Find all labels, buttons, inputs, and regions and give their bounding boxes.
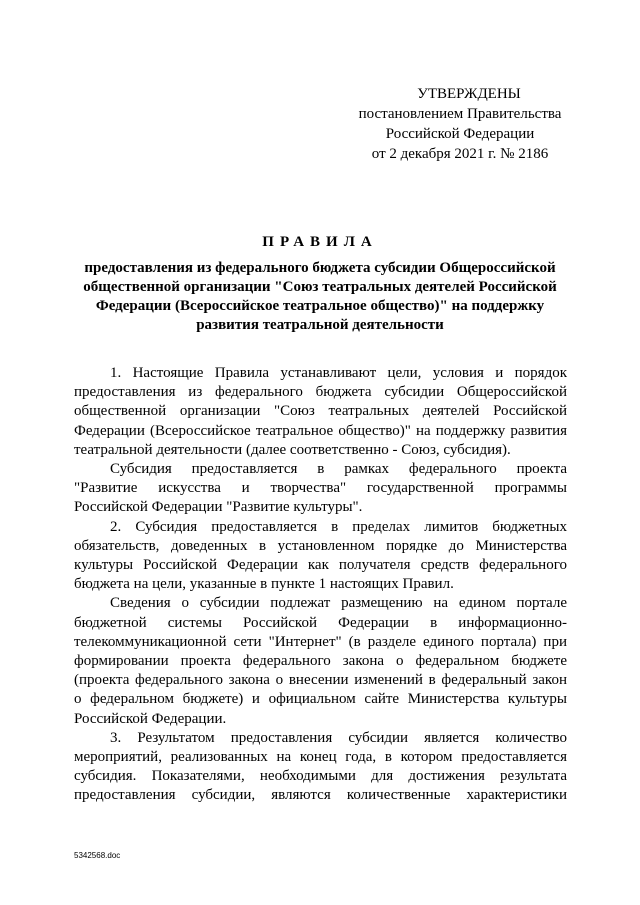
paragraph-line: бюджета на цели, указанные в пункте 1 настоящих Правил. [74, 576, 454, 593]
paragraph-line: о федеральном бюджете) и официальном сайте Министерства культуры [74, 691, 567, 708]
paragraph [74, 364, 567, 460]
document-title: ПРАВИЛА [262, 234, 378, 250]
paragraph-line: театральной деятельности (далее соответственно - Союз, субсидия). [74, 441, 511, 458]
paragraph-line: мероприятий, реализованных на конец года, в котором предоставляется [74, 749, 567, 766]
paragraph [74, 460, 567, 518]
approval-heading: УТВЕРЖДЕНЫ [417, 86, 521, 102]
subtitle-line: общественной организации "Союз театральных деятелей Российской [83, 279, 557, 295]
paragraph-line: общественной организации "Союз театральных деятелей Российской [74, 403, 567, 420]
paragraph-line: 2. Субсидия предоставляется в пределах лимитов бюджетных [110, 518, 567, 535]
paragraph-line: субсидия. Показателями, необходимыми для достижения результата [74, 768, 567, 785]
paragraph [74, 518, 567, 595]
document-subtitle [60, 259, 580, 335]
paragraph-line: Российской Федерации "Развитие культуры". [74, 499, 363, 516]
subtitle-line: развития театральной деятельности [196, 317, 444, 333]
approval-block [340, 84, 580, 164]
paragraph-line: Федерации (Всероссийское театральное общество)" на поддержку развития [74, 422, 567, 439]
paragraph-line: 3. Результатом предоставления субсидии является количество [110, 729, 567, 746]
paragraph-line: предоставления субсидии, являются количественные характеристики [74, 787, 567, 804]
paragraph-line: обязательств, доведенных в установленном порядке до Министерства [74, 537, 567, 554]
file-name-footer: 5342568.doc [74, 851, 121, 860]
paragraph [74, 729, 567, 806]
paragraph-line: формировании проекта федерального закона о федеральном бюджете [74, 653, 567, 670]
subtitle-line: предоставления из федерального бюджета субсидии Общероссийской [84, 260, 556, 276]
approval-line-3: от 2 декабря 2021 г. № 2186 [371, 146, 549, 162]
document-body [74, 364, 567, 806]
paragraph-line: "Развитие искусства и творчества" государственной программы [74, 480, 567, 497]
paragraph-line: бюджетной системы Российской Федерации в информационно- [74, 614, 567, 631]
approval-line-1: постановлением Правительства [358, 106, 562, 122]
paragraph-line: телекоммуникационной сети "Интернет" (в разделе единого портала) при [74, 633, 567, 650]
paragraph-line: Сведения о субсидии подлежат размещению на едином портале [110, 595, 567, 612]
paragraph-line: культуры Российской Федерации как получателя средств федерального [74, 557, 567, 574]
paragraph-line: 1. Настоящие Правила устанавливают цели, условия и порядок [110, 365, 567, 381]
subtitle-line: Федерации (Всероссийское театральное общество)" на поддержку [95, 298, 545, 314]
paragraph-line: Субсидия предоставляется в рамках федерального проекта [110, 461, 567, 478]
paragraph-line: (проекта федерального закона о внесении изменений в федеральный закон [74, 672, 567, 689]
paragraph-line: предоставления из федерального бюджета субсидии Общероссийской [74, 384, 567, 401]
paragraph [74, 594, 567, 728]
paragraph-line: Российской Федерации. [74, 710, 227, 727]
approval-line-2: Российской Федерации [385, 126, 535, 142]
